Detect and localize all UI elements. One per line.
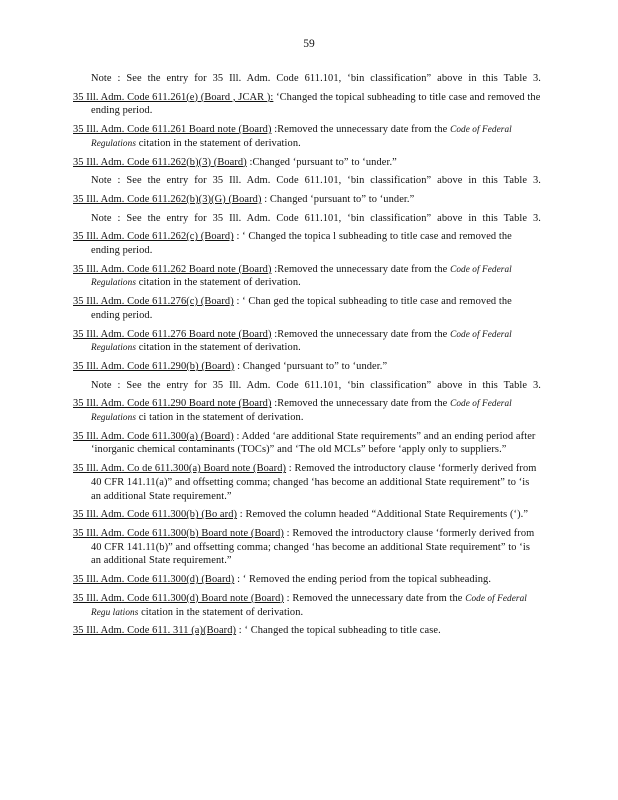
entry-text: :Changed ‘pursuant to” to ‘under.” [246,156,397,168]
entry-text: citation in the statement of derivation. [136,342,301,354]
entry-text: : Changed ‘pursuant to” to ‘under.” [234,360,388,372]
entry-text: Note : See the entry for 35 Ill. Adm. Code 611.101, ‘bin classification” above in this Table 3. [91,212,541,224]
amendment-entry [73,360,541,374]
entry-text: Note : See the entry for 35 Ill. Adm. Code 611.101, ‘bin classification” above in this Table 3. [91,175,541,187]
section-citation: 35 Ill. Adm. Code 611.276 Board note (Board) [73,328,272,340]
section-citation: 35 Ill. Adm. Code 611.261(e) (Board , JCAR ): [73,91,274,103]
entry-text: : Changed ‘pursuant to” to ‘under.” [261,193,415,205]
section-citation: 35 Ill. Adm. Co de 611.300(a) Board note (Board) [73,463,287,475]
amendment-entry [73,462,541,503]
entry-text: :Removed the unnecessary date from the [271,124,451,136]
italic-title: Code of Federal Regulations [91,398,512,423]
page-number: 59 [303,38,315,50]
amendment-entry [73,624,541,638]
amendment-entry [73,592,541,619]
entry-text: citation in the statement of derivation. [138,606,304,618]
italic-title: Code of Federal Regu lations [91,592,527,617]
amendment-entry [73,430,541,457]
entry-text: :Removed the unnecessary date from the [271,398,451,410]
section-citation: 35 Ill. Adm. Code 611.300(d) Board note (Board) [73,592,284,604]
entry-text: Note : See the entry for 35 Ill. Adm. Code 611.101, ‘bin classification” above in this Table 3. [91,379,541,391]
section-citation: 35 Ill. Adm. Code 611.276(c) (Board) [73,296,234,308]
italic-title: Code of Federal Regulations [91,124,512,148]
amendment-entry [73,295,541,322]
entry-text: : Removed the introductory clause ‘formerly derived from 40 CFR 141.11(a)” and offsetting comma; changed ‘has become an additional State requirement” to ‘is an additional State requirement.” [91,463,537,502]
section-citation: 35 Ill. Adm. Code 611.262(b)(3)(G) (Board) [73,193,262,205]
table-note [73,72,541,86]
entry-text: : Removed the column headed “Additional State Requirements (‘).” [237,509,529,521]
amendment-entry [73,508,541,522]
amendment-entry [73,527,541,568]
table-note [73,379,541,393]
amendment-entry [73,230,541,257]
amendment-entry [73,328,541,355]
amendment-entry [73,263,541,290]
entry-text: citation in the statement of derivation. [136,137,301,149]
amendment-entry [73,573,541,587]
entry-text: : ‘ Changed the topical subheading to title case. [236,625,441,637]
section-citation: 35 Ill. Adm. Code 611.300(d) (Board) [73,574,235,586]
entry-text: :Removed the unnecessary date from the [271,263,451,275]
section-citation: 35 Ill. Adm. Code 611.290 Board note (Board) [73,398,272,410]
section-citation: 35 Ill. Adm. Code 611.290(b) (Board) [73,360,235,372]
table-note [73,212,541,226]
amendment-entry [73,91,541,118]
amendment-entry [73,156,541,170]
entry-text: ci tation in the statement of derivation. [136,412,304,424]
section-citation: 35 Ill. Adm. Code 611.262(c) (Board) [73,231,234,243]
entry-text: : Removed the introductory clause ‘formerly derived from 40 CFR 141.11(b)” and offsetting comma; changed ‘has become an additional State requirement” to ‘is an additional State requirement.” [91,527,535,567]
italic-title: Code of Federal Regulations [91,328,512,353]
entry-text: : ‘ Changed the topica l subheading to title case and removed the ending period. [91,231,512,257]
section-citation: 35 Ill. Adm. Code 611.300(b) (Bo ard) [73,509,238,521]
entry-text: ‘Changed the topical subheading to title case and removed the ending period. [91,91,541,117]
amendment-entry [73,397,541,424]
entry-text: : Added ‘are additional State requirements” and an ending period after ‘inorganic chemical contaminants (TOCs)” and ‘The old MCLs” before ‘apply only to suppliers.” [91,430,536,456]
entry-text: :Removed the unnecessary date from the [271,328,451,340]
entry-text: citation in the statement of derivation. [136,277,301,289]
amendment-entry [73,123,541,150]
section-citation: 35 Ill. Adm. Code 611. 311 (a)(Board) [73,625,237,637]
entry-text: : Removed the unnecessary date from the [283,592,466,604]
italic-title: Code of Federal Regulations [91,263,512,288]
entry-text: : ‘ Removed the ending period from the topical subheading. [234,574,492,586]
section-citation: 35 Ill. Adm. Code 611.261 Board note (Board) [73,124,272,136]
section-citation: 35 Ill. Adm. Code 611.262 Board note (Board) [73,263,272,275]
section-citation: 35 Ill. Adm. Code 611.262(b)(3) (Board) [73,156,247,168]
amendment-list [73,72,541,643]
table-note [73,174,541,188]
amendment-entry [73,193,541,207]
entry-text: : ‘ Chan ged the topical subheading to title case and removed the ending period. [91,296,512,321]
entry-text: Note : See the entry for 35 Ill. Adm. Code 611.101, ‘bin classification” above in this Table 3. [91,73,541,84]
section-citation: 35 Ill. Adm. Code 611.300(b) Board note (Board) [73,527,284,539]
section-citation: 35 Ill. Adm. Code 611.300(a) (Board) [73,430,234,442]
